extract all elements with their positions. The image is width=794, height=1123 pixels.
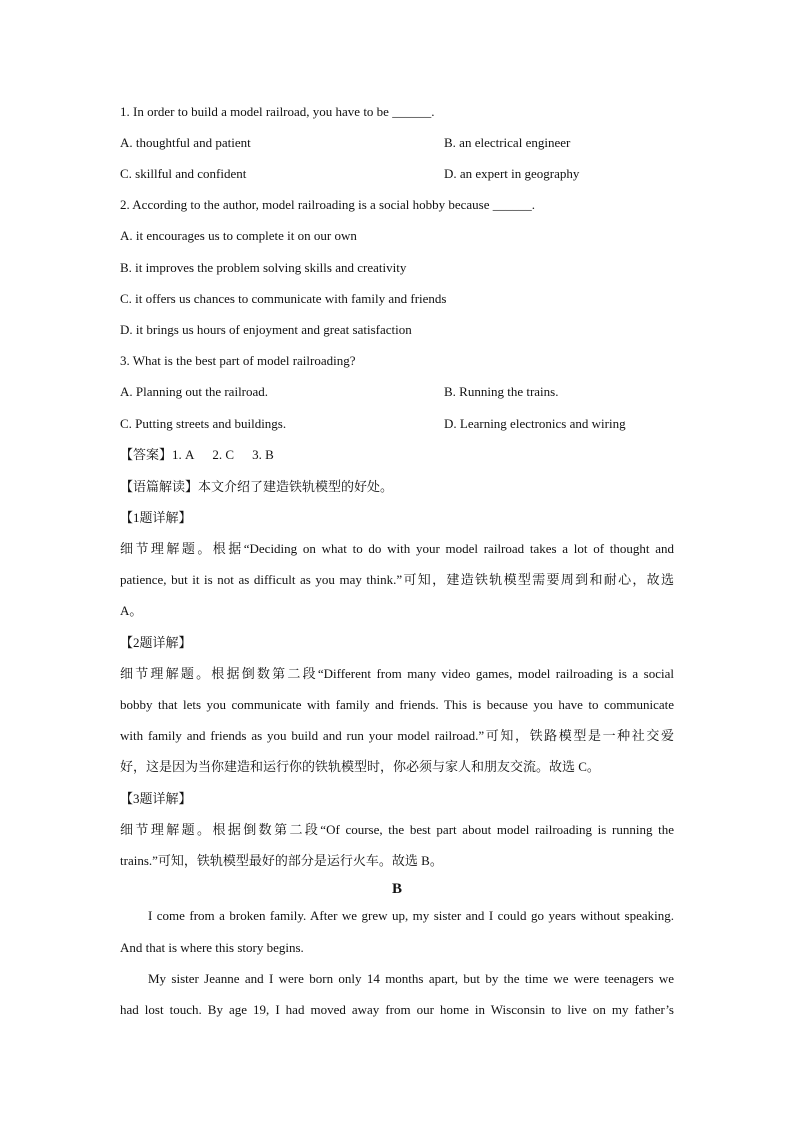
answer-1: 1. A — [172, 447, 195, 462]
question-3-stem: 3. What is the best part of model railroading? — [120, 353, 356, 368]
detail-3-line-1: 细节理解题。根据倒数第二段“Of course, the best part about model railroading is running the — [120, 822, 674, 837]
detail-2-title: 【2题详解】 — [120, 635, 192, 650]
question-3-option-c: C. Putting streets and buildings. — [120, 416, 287, 431]
answer-3: 3. B — [252, 447, 274, 462]
question-1-option-a: A. thoughtful and patient — [120, 135, 251, 150]
question-1-stem: 1. In order to build a model railroad, you have to be ______. — [120, 104, 435, 119]
section-heading: B — [391, 881, 402, 897]
paragraph-1-line-1: I come from a broken family. After we grew up, my sister and I could go years without speaking. — [148, 908, 674, 923]
answer-line — [120, 446, 292, 464]
question-3-option-b: B. Running the trains. — [444, 384, 559, 399]
passage-summary: 【语篇解读】本文介绍了建造铁轨模型的好处。 — [120, 479, 394, 494]
detail-1-line-2: patience, but it is not as difficult as you may think.”可知，建造铁轨模型需要周到和耐心，故选 — [120, 572, 674, 587]
question-1-option-b: B. an electrical engineer — [444, 135, 571, 150]
detail-3-title: 【3题详解】 — [120, 791, 192, 806]
question-2-option-d: D. it brings us hours of enjoyment and great satisfaction — [120, 322, 412, 337]
answer-label: 【答案】 — [120, 447, 173, 462]
question-2-stem: 2. According to the author, model railroading is a social hobby because ______. — [120, 197, 536, 212]
question-2-option-a: A. it encourages us to complete it on our own — [120, 228, 357, 243]
detail-2-line-2: bobby that lets you communicate with family and friends. This is because you have to communicate — [120, 697, 674, 712]
detail-1-line-1: 细节理解题。根据“Deciding on what to do with your model railroad takes a lot of thought and — [120, 541, 674, 556]
detail-2-line-1: 细节理解题。根据倒数第二段“Different from many video games, model railroading is a social — [120, 666, 674, 681]
detail-1-line-3: A。 — [120, 603, 143, 618]
question-3-option-a: A. Planning out the railroad. — [120, 384, 269, 399]
answer-2: 2. C — [212, 447, 235, 462]
paragraph-1-line-2: And that is where this story begins. — [120, 940, 304, 955]
detail-2-line-4: 好，这是因为当你建造和运行你的铁轨模型时，你必须与家人和朋友交流。故选 C。 — [120, 759, 600, 774]
detail-2-line-3: with family and friends as you build and run your model railroad.”可知，铁路模型是一种社交爱 — [120, 728, 674, 743]
question-1-option-c: C. skillful and confident — [120, 166, 247, 181]
question-1-option-d: D. an expert in geography — [444, 166, 580, 181]
question-3-option-d: D. Learning electronics and wiring — [444, 416, 626, 431]
detail-1-title: 【1题详解】 — [120, 510, 192, 525]
detail-3-line-2: trains.”可知，铁轨模型最好的部分是运行火车。故选 B。 — [120, 853, 443, 868]
paragraph-2-line-2: had lost touch. By age 19, I had moved away from our home in Wisconsin to live on my father’s — [120, 1002, 674, 1017]
paragraph-2-line-1: My sister Jeanne and I were born only 14 months apart, but by the time we were teenagers we — [148, 971, 674, 986]
question-2-option-b: B. it improves the problem solving skills and creativity — [120, 260, 407, 275]
question-2-option-c: C. it offers us chances to communicate with family and friends — [120, 291, 447, 306]
